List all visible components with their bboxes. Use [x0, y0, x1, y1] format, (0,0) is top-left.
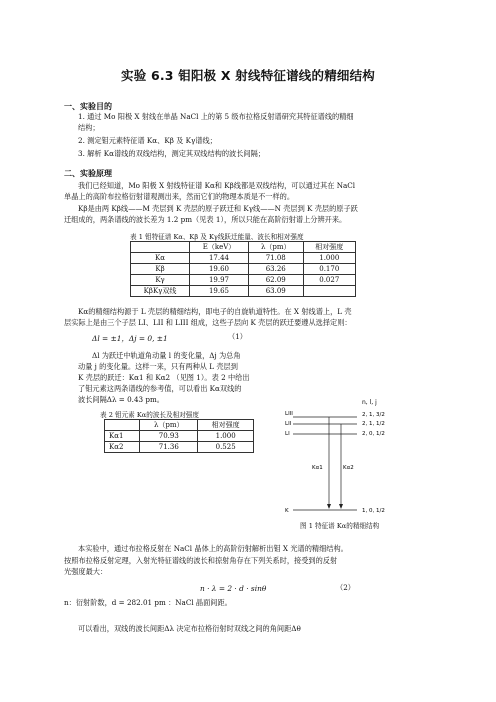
paragraph-line: Kβ是由两 Kβ线——M 壳层到 K 壳层的原子跃迁和 Kγ线——N 壳层到 K 壳层的原子跃 [78, 204, 358, 213]
page-title: 实验 6.3 钼阳极 X 射线特征谱线的精细结构 [121, 68, 375, 83]
arrow-head [327, 504, 331, 509]
table-cell [303, 286, 355, 297]
table-cell: Kβ [131, 264, 190, 275]
objective-line: 1. 通过 Mo 阳极 X 射线在单晶 NaCl 上的第 5 级布拉格反射谱研究其特征谱线的精细 [78, 112, 354, 121]
energy-level-diagram [285, 396, 415, 526]
section-heading-objectives: 一、实验目的 [64, 102, 112, 111]
table-row [105, 431, 254, 442]
table-cell: 17.44 [190, 253, 249, 264]
table-header-cell: λ（pm） [248, 242, 303, 253]
table-header-cell [105, 420, 140, 431]
table-cell: KβKγ双线 [131, 286, 190, 297]
level-label: LIII [285, 411, 293, 417]
quantum-numbers: 2, 1, 1/2 [362, 421, 385, 427]
table-header-cell: λ（pm） [140, 420, 198, 431]
paragraph-line: Δl 为跃迁中轨道角动量 l 的变化量，Δj 为总角 [92, 351, 241, 360]
table-row [131, 253, 356, 264]
quantum-number-header: n, l, j [362, 399, 377, 406]
table-cell: 0.525 [198, 442, 254, 453]
table-cell: 19.60 [190, 264, 249, 275]
table-cell: 0.170 [303, 264, 355, 275]
level-label: LI [285, 431, 290, 437]
table-cell: 0.027 [303, 275, 355, 286]
objective-line: 3. 解析 Kα谱线的双线结构，测定其双线结构的波长间隔； [78, 149, 265, 158]
table-cell: 19.97 [190, 275, 249, 286]
table-cell: Kα2 [105, 442, 140, 453]
quantum-numbers: 2, 1, 3/2 [362, 412, 385, 418]
table-cell: 1.000 [198, 431, 254, 442]
table-cell: 71.36 [140, 442, 198, 453]
table-row [131, 264, 356, 275]
table-row [105, 442, 254, 453]
objective-line: 结构； [78, 123, 100, 132]
paragraph-line: 我们已经知道，Mo 阳极 X 射线特征谱 Kα和 Kβ线都是双线结构，可以通过其在 NaCl [78, 181, 356, 190]
table-header-cell: E（keV） [190, 242, 249, 253]
table-cell: 62.09 [248, 275, 303, 286]
table-row [131, 275, 356, 286]
paragraph-line: Kα的精细结构源于 L 壳层的精细结构，即电子的自旋轨道特性。在 X 射线谱上，L 壳 [78, 307, 352, 316]
table-cell: Kα1 [105, 431, 140, 442]
table-header-cell: 相对强度 [303, 242, 355, 253]
table-header-cell: 相对强度 [198, 420, 254, 431]
paragraph-line: K 壳层的跃迁：Kα1 和 Kα2 （见图 1）。表 2 中给出 [78, 373, 250, 382]
paragraph-line: 按照布拉格反射定理，入射光特征谱线的波长和掠射角存在下列关系时，接受到的反射 [64, 556, 338, 565]
equation-bragg: n · λ = 2 · d · sinθ [200, 584, 267, 593]
arrow-head [339, 504, 343, 509]
table-cell: 63.26 [248, 264, 303, 275]
figure-caption: 图 1 特征谱 Kα的精细结构 [300, 522, 380, 530]
equation-number: （1） [228, 332, 247, 341]
paragraph-line: 波长间隔Δλ = 0.43 pm。 [78, 395, 164, 404]
paragraph-line: n：衍射阶数，d = 282.01 pm ：NaCl 晶面间距。 [64, 598, 232, 607]
section-heading-principle: 二、实验原理 [64, 169, 112, 178]
quantum-numbers: 2, 0, 1/2 [362, 431, 385, 437]
paragraph-line: 可以看出，双线的波长间距Δλ 决定布拉格衍射时双线之间的角间距Δθ [78, 624, 301, 633]
paragraph-line: 单晶上的高阶布拉格衍射谱观测出来，然而它们的物理本质是不一样的。 [64, 192, 295, 201]
table2 [104, 419, 254, 453]
paragraph-line: 本实验中，通过布拉格反射在 NaCl 晶体上的高阶衍射解析出钼 X 光谱的精细结构。 [78, 544, 348, 553]
table2-caption: 表 2 钼元素 Kα的波长及相对强度 [100, 411, 199, 419]
equation-number: （2） [336, 583, 355, 592]
quantum-numbers: 1, 0, 1/2 [362, 508, 385, 514]
table-header-row [131, 242, 356, 253]
table-cell: Kγ [131, 275, 190, 286]
table-cell: Kα [131, 253, 190, 264]
table-header-cell [131, 242, 190, 253]
table-row [131, 286, 356, 297]
table1-caption: 表 1 钼特征谱 Kα、Kβ 及 Kγ线跃迁能量、波长和相对强度 [130, 233, 304, 241]
level-label: K [285, 508, 289, 514]
paragraph-line: 了钼元素这两条谱线的参考值，可以看出 Kα双线的 [78, 384, 242, 393]
table-cell: 19.65 [190, 286, 249, 297]
equation-selection-rule: Δl = ±1，Δj = 0, ±1 [92, 334, 168, 343]
table-cell: 70.93 [140, 431, 198, 442]
arrow-label: Kα1 [312, 465, 323, 471]
paragraph-line: 层实际上是由三个子层 LI、LII 和 LIII 组成，这些子层向 K 壳层的跃迁要遵从选择定则： [64, 318, 352, 327]
objective-line: 2. 测定钼元素特征谱 Kα、Kβ 及 Kγ谱线； [78, 136, 217, 145]
table-header-row [105, 420, 254, 431]
paragraph-line: 光强度最大： [64, 567, 108, 576]
arrow-label: Kα2 [343, 465, 354, 471]
table-cell: 1.000 [303, 253, 355, 264]
table-cell: 71.08 [248, 253, 303, 264]
paragraph-line: 动量 j 的变化量。这样一来，只有两种从 L 壳层到 [78, 362, 238, 371]
table1 [130, 241, 356, 297]
table-cell: 63.09 [248, 286, 303, 297]
level-label: LII [285, 421, 292, 427]
paragraph-line: 迁组成的，两条谱线的波长差为 1.2 pm（见表 1），所以只能在高阶衍射谱上分辨开来。 [64, 215, 347, 224]
